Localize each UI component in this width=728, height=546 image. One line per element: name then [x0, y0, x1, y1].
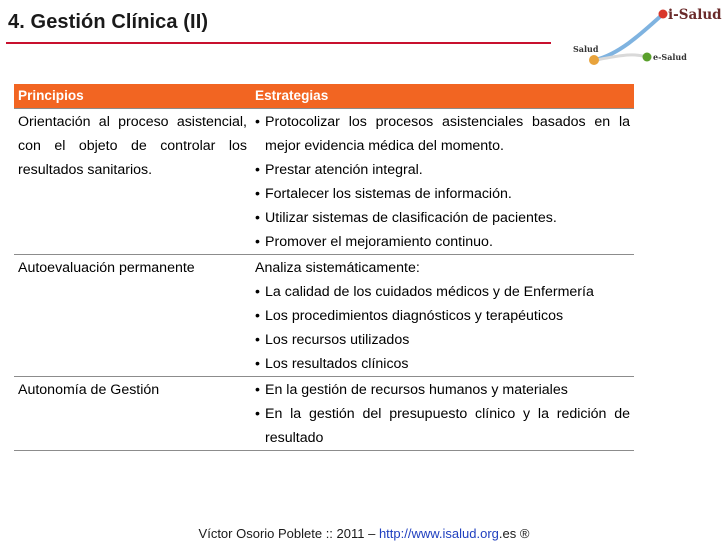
principle-cell: Autonomía de Gestión — [14, 377, 251, 451]
table-row — [14, 377, 634, 451]
table-header-row — [14, 84, 634, 109]
logo-brand: i-Salud — [668, 7, 722, 23]
strategy-bullet: • Prestar atención integral. — [255, 158, 630, 182]
footer-suffix: .es ® — [498, 526, 530, 541]
header-principios: Principios — [14, 84, 251, 109]
strategy-bullet: • Los recursos utilizados — [255, 328, 630, 352]
strategy-bullet: • La calidad de los cuidados médicos y de Enfermería — [255, 280, 630, 304]
isalud-logo — [565, 2, 725, 77]
strategies-cell — [251, 377, 634, 451]
strategies-cell — [251, 109, 634, 255]
logo-salud-label: Salud — [573, 44, 599, 54]
principle-cell: Autoevaluación permanente — [14, 255, 251, 377]
title-divider — [6, 42, 551, 44]
strategy-bullet: • Promover el mejoramiento continuo. — [255, 230, 630, 254]
strategy-bullet: • En la gestión de recursos humanos y materiales — [255, 378, 630, 402]
footer — [0, 526, 728, 541]
footer-credit: Víctor Osorio Poblete :: 2011 – — [198, 526, 379, 541]
strategies-cell — [251, 255, 634, 377]
strategy-bullet: • Fortalecer los sistemas de información. — [255, 182, 630, 206]
strategy-bullet: • Los resultados clínicos — [255, 352, 630, 376]
strategy-lead: Analiza sistemáticamente: — [255, 260, 420, 276]
principle-cell: Orientación al proceso asistencial, con el objeto de controlar los resultados sanitarios. — [14, 109, 251, 255]
footer-link[interactable]: http://www.isalud.org — [378, 526, 499, 541]
strategy-bullet: • Los procedimientos diagnósticos y terapéuticos — [255, 304, 630, 328]
page-title: 4. Gestión Clínica (II) — [8, 11, 209, 33]
logo-esalud-label: e-Salud — [653, 52, 687, 62]
strategy-bullet: • Utilizar sistemas de clasificación de pacientes. — [255, 206, 630, 230]
strategy-bullet: • En la gestión del presupuesto clínico y la redición de resultado — [255, 402, 630, 450]
strategy-bullet: • Protocolizar los procesos asistenciales basados en la mejor evidencia médica del momento. — [255, 110, 630, 158]
header-estrategias: Estrategias — [251, 84, 634, 109]
table-row — [14, 255, 634, 377]
principles-strategies-table — [14, 84, 634, 451]
table-row — [14, 109, 634, 255]
